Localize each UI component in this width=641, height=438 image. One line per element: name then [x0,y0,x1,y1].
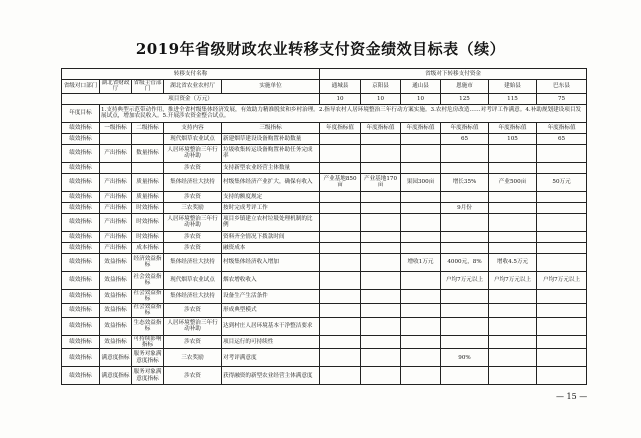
annual-value [441,367,489,385]
annual-value [537,231,587,242]
level3-indicator: 获得融资的新型农业经营主体满意度 [222,367,320,385]
annual-value [489,335,537,349]
level2-indicator [132,162,164,173]
level2-indicator: 质量指标 [132,191,164,202]
unit-name: 通城县 [320,80,361,94]
indicator-row [62,271,587,289]
annual-value [401,242,441,253]
annual-value [361,303,401,317]
support-content: 涉农资 [164,303,222,317]
annual-value [401,303,441,317]
annual-value: 户均7万元以上 [537,271,587,289]
annual-value [361,289,401,303]
indicator-row-label: 绩效指标 [62,367,100,385]
annual-value [401,317,441,335]
level2-indicator: 数量指标 [132,144,164,162]
support-content: 三农奖励 [164,349,222,367]
annual-value [537,242,587,253]
fund-value: 125 [441,93,489,104]
indicator-row-label: 绩效指标 [62,303,100,317]
annual-value [441,191,489,202]
unit-name: 京阳县 [361,80,401,94]
level3-indicator: 形成典型模式 [222,303,320,317]
support-content: 人居环境整治三年行动补助 [164,144,222,162]
level3-indicator: 按时完成考评工作 [222,202,320,213]
level1-indicator: 产出指标 [100,191,132,202]
annual-value [361,317,401,335]
level2-indicator: 生态效益指标 [132,317,164,335]
level1-header: 一级指标 [100,122,132,133]
indicator-row [62,162,587,173]
annual-value [320,303,361,317]
support-content: 三农奖励 [164,202,222,213]
annual-value [537,335,587,349]
indicator-row-label: 绩效指标 [62,144,100,162]
indicator-row-label: 绩效指标 [62,191,100,202]
indicator-row-label: 绩效指标 [62,242,100,253]
annual-value [361,367,401,385]
support-content: 涉农资 [164,191,222,202]
annual-value [441,231,489,242]
level1-indicator: 产出指标 [100,231,132,242]
annual-value: 产业基地850亩 [320,173,361,191]
annual-value [320,231,361,242]
indicator-row [62,349,587,367]
level3-indicator: 支持的额度规定 [222,191,320,202]
level2-indicator: 社会效益指标 [132,289,164,303]
annual-value [401,213,441,231]
annual-value [441,289,489,303]
provincial-fund-label: 省级对下转移支付资金 [320,69,587,80]
annual-value [401,144,441,162]
level2-indicator: 服务对象满意度指标 [132,349,164,367]
annual-value [401,367,441,385]
annual-value [489,242,537,253]
annual-value [401,271,441,289]
annual-value [320,213,361,231]
annual-value-header: 年度指标值 [489,122,537,133]
annual-value: 9月份 [441,202,489,213]
annual-value [361,349,401,367]
level3-header: 三级指标 [222,122,320,133]
support-content: 涉农资 [164,367,222,385]
indicator-row-label: 绩效指标 [62,213,100,231]
annual-value: 增收1万元 [401,253,441,271]
unit-name: 巴东县 [537,80,587,94]
support-content: 涉农资 [164,242,222,253]
annual-value [441,162,489,173]
project-fund-label: 项目资金（万元） [62,93,320,104]
level3-indicator: 达到村庄人居环境基本干净整洁要求 [222,317,320,335]
level3-indicator: 新建烟草建设设备购置补助数量 [222,133,320,144]
annual-value [489,349,537,367]
annual-value: 65 [441,133,489,144]
indicator-row-label: 绩效指标 [62,289,100,303]
annual-value: 户均7万元以上 [489,271,537,289]
indicator-row [62,213,587,231]
level1-indicator: 产出指标 [100,173,132,191]
document-title: 2019年省级财政农业转移支付资金绩效目标表（续） [135,40,506,58]
annual-value: 105 [489,133,537,144]
support-content: 涉农资 [164,335,222,349]
support-content: 人居环境整治三年行动补助 [164,317,222,335]
level2-indicator: 时效指标 [132,213,164,231]
annual-value [320,191,361,202]
indicator-label: 绩效指标 [62,122,100,133]
annual-value [361,242,401,253]
annual-value [537,144,587,162]
indicator-row [62,335,587,349]
annual-value [441,317,489,335]
level3-indicator: 烟农增收收入 [222,271,320,289]
level1-indicator: 效益指标 [100,289,132,303]
annual-value [401,349,441,367]
annual-value [361,162,401,173]
annual-value [361,202,401,213]
level2-indicator: 可持续影响指标 [132,335,164,349]
level1-indicator: 效益指标 [100,253,132,271]
annual-value [320,349,361,367]
level2-indicator: 成本指标 [132,242,164,253]
annual-value [320,289,361,303]
annual-value [489,231,537,242]
annual-value [489,202,537,213]
annual-value [537,303,587,317]
annual-value [537,202,587,213]
indicator-row [62,242,587,253]
annual-value-header: 年度指标值 [401,122,441,133]
dept-label-c: 省级主管部门 [132,80,164,94]
annual-value: 产业基地170亩 [361,173,401,191]
annual-value [441,242,489,253]
indicator-row [62,303,587,317]
annual-value [537,317,587,335]
indicator-row-label: 绩效指标 [62,202,100,213]
level3-indicator: 对考评满意度 [222,349,320,367]
level2-header: 二级指标 [132,122,164,133]
level2-indicator: 服务对象满意度指标 [132,367,164,385]
annual-value: 户均7万元以上 [441,271,489,289]
annual-goal-label: 年度目标 [62,104,100,122]
annual-value [489,213,537,231]
annual-value: 增收4.5万元 [489,253,537,271]
dept-label-a: 省级对口部门 [62,80,100,94]
annual-value-header: 年度指标值 [361,122,401,133]
level3-indicator: 设备生产生活条件 [222,289,320,303]
annual-value [441,335,489,349]
support-content: 现代烟草农业试点 [164,271,222,289]
annual-value [489,303,537,317]
annual-value [320,317,361,335]
fund-value: 10 [361,93,401,104]
indicator-row-label: 绩效指标 [62,231,100,242]
level3-indicator: 村级集体经济收入增加 [222,253,320,271]
indicator-row [62,144,587,162]
annual-value [401,289,441,303]
support-content: 现代烟草农业试点 [164,133,222,144]
dept-name: 湖北省农业农村厅 [164,80,222,94]
annual-value [401,202,441,213]
annual-value [537,349,587,367]
indicator-row [62,202,587,213]
annual-value [441,213,489,231]
dept-label-b: 湖北省财政厅 [100,80,132,94]
indicator-row [62,231,587,242]
annual-value [361,253,401,271]
support-content: 人居环境整治三年行动补助 [164,213,222,231]
annual-value: 产业500亩 [489,173,537,191]
level1-indicator: 效益指标 [100,271,132,289]
level3-indicator: 资料齐全情况下拨款时间 [222,231,320,242]
annual-value [361,335,401,349]
level1-indicator: 满意度指标 [100,349,132,367]
annual-value [401,191,441,202]
indicator-row [62,173,587,191]
level2-indicator: 质量指标 [132,173,164,191]
level1-indicator: 效益指标 [100,303,132,317]
annual-value [401,162,441,173]
annual-value: 4000元，8% [441,253,489,271]
support-content: 集体经济壮大扶持 [164,253,222,271]
level1-indicator: 满意度指标 [100,367,132,385]
annual-value: 90% [441,349,489,367]
annual-value [320,133,361,144]
indicator-row-label: 绩效指标 [62,253,100,271]
unit-name: 建始县 [489,80,537,94]
indicator-row-label: 绩效指标 [62,162,100,173]
fund-value: 10 [401,93,441,104]
fund-value: 10 [320,93,361,104]
indicator-row [62,133,587,144]
level2-indicator: 经济效益指标 [132,253,164,271]
annual-value: 65 [537,133,587,144]
annual-value [489,191,537,202]
unit-name: 恩施市 [441,80,489,94]
indicator-row [62,317,587,335]
annual-value [401,231,441,242]
annual-value [489,162,537,173]
annual-value: 果园300亩 [401,173,441,191]
annual-value-header: 年度指标值 [537,122,587,133]
annual-value [320,367,361,385]
annual-value [361,271,401,289]
annual-value [537,191,587,202]
indicator-row [62,289,587,303]
annual-value [489,144,537,162]
support-content: 集体经济壮大扶持 [164,289,222,303]
level3-indicator: 支持新型农业经营主体数量 [222,162,320,173]
annual-value [537,289,587,303]
annual-value [361,213,401,231]
indicator-row [62,253,587,271]
level2-indicator [132,133,164,144]
annual-value [401,133,441,144]
level1-indicator [100,133,132,144]
level3-indicator: 项目乡镇建立农村垃圾处理机制的比例 [222,213,320,231]
annual-value [320,162,361,173]
annual-value [361,144,401,162]
indicator-row [62,191,587,202]
page-number: — 15 — [556,392,588,401]
annual-value: 增长35% [441,173,489,191]
performance-goal-table [61,68,587,385]
indicator-row-label: 绩效指标 [62,349,100,367]
indicator-row [62,367,587,385]
unit-name: 通山县 [401,80,441,94]
annual-value [537,213,587,231]
annual-value [489,289,537,303]
support-content: 涉农资 [164,231,222,242]
annual-value [361,191,401,202]
indicator-row-label: 绩效指标 [62,335,100,349]
level2-indicator: 社会效益指标 [132,271,164,289]
annual-value [320,202,361,213]
annual-value [537,162,587,173]
level2-indicator: 时效指标 [132,202,164,213]
indicator-row-label: 绩效指标 [62,133,100,144]
level1-indicator: 产出指标 [100,242,132,253]
annual-value [320,253,361,271]
level1-indicator [100,162,132,173]
level1-indicator: 效益指标 [100,335,132,349]
annual-value [320,144,361,162]
annual-value [537,253,587,271]
level3-indicator: 融资成本 [222,242,320,253]
annual-value [401,335,441,349]
annual-value [320,242,361,253]
level3-indicator: 项目运行的可持续性 [222,335,320,349]
annual-value [441,303,489,317]
indicator-row-label: 绩效指标 [62,271,100,289]
annual-value-header: 年度指标值 [320,122,361,133]
level3-indicator: 垃圾收集转运设备购置补助任务完成率 [222,144,320,162]
annual-value [361,231,401,242]
annual-value [489,367,537,385]
level1-indicator: 产出指标 [100,202,132,213]
level2-indicator: 社会效益指标 [132,303,164,317]
unit-label: 实施单位 [222,80,320,94]
annual-value [320,271,361,289]
level2-indicator: 时效指标 [132,231,164,242]
fund-value: 75 [537,93,587,104]
level1-indicator: 产出指标 [100,144,132,162]
annual-value [361,133,401,144]
annual-value [320,335,361,349]
annual-value: 50万元 [537,173,587,191]
transfer-name-label: 转移支付名称 [62,69,320,80]
indicator-row-label: 绩效指标 [62,317,100,335]
level1-indicator: 产出指标 [100,213,132,231]
annual-value [441,144,489,162]
annual-value [489,317,537,335]
level3-indicator: 村级集体经济产业扩大，确保有收入 [222,173,320,191]
annual-goal-text: 1.支持典型示范带动作用，推进全省村级集体经济发展，有效助力精准脱贫和乡村治理。2.指导农村人居环境整治三年行动方案实施。3.农村危房改造……对考评工作满意。4.补助规划建设项目发展试点，增加农民收入。5.开展涉农资金整合试点。 [100,104,587,122]
indicator-row-label: 绩效指标 [62,173,100,191]
fund-value: 115 [489,93,537,104]
level1-indicator: 效益指标 [100,317,132,335]
support-content-header: 支持内容 [164,122,222,133]
annual-value-header: 年度指标值 [441,122,489,133]
support-content: 涉农资 [164,162,222,173]
support-content: 集体经济壮大扶持 [164,173,222,191]
annual-value [537,367,587,385]
